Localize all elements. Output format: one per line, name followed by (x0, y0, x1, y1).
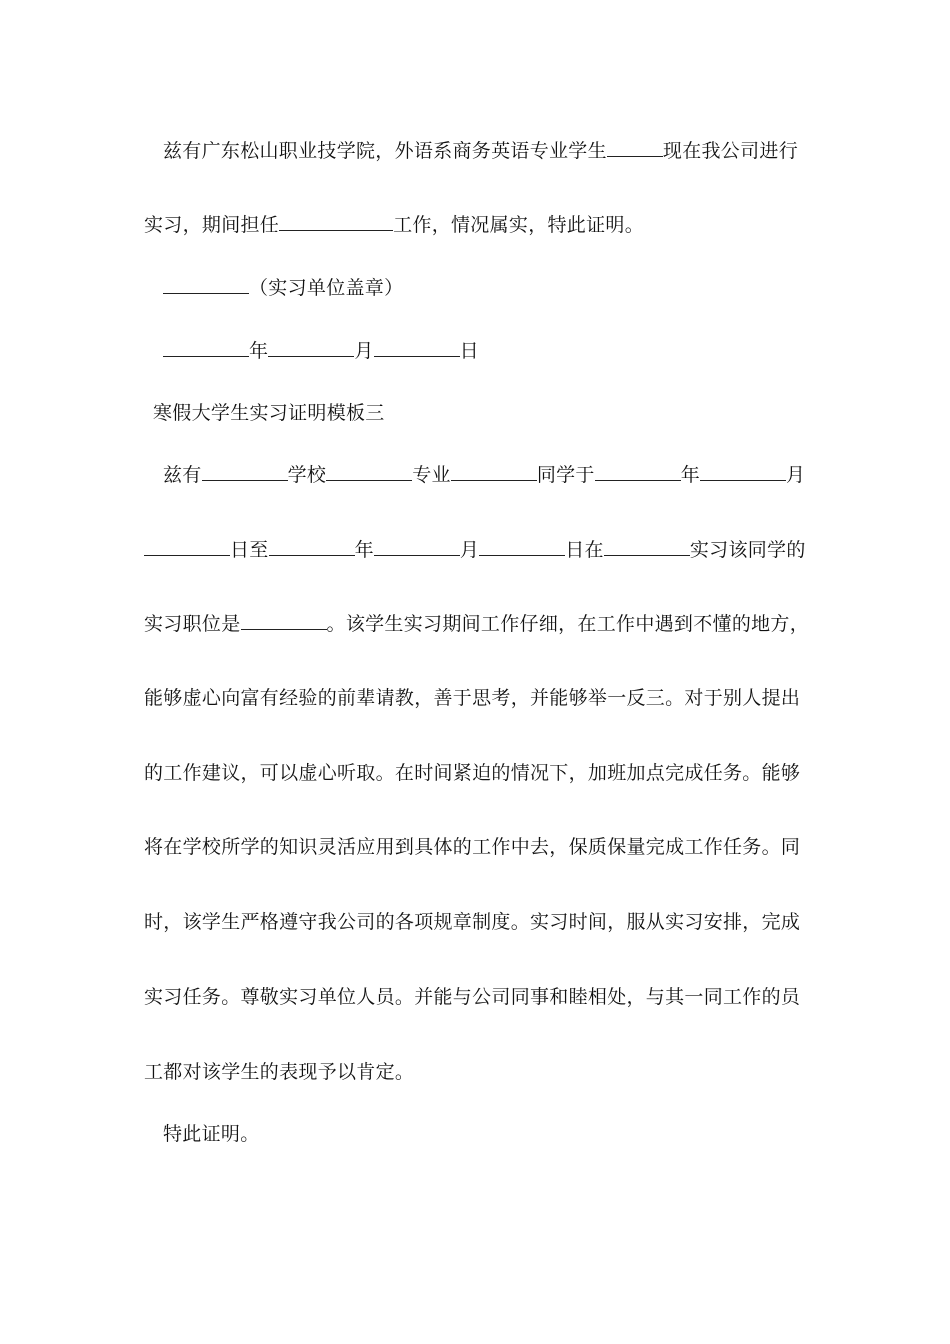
text: 月 (786, 464, 806, 486)
stamp-label: （实习单位盖章） (249, 277, 404, 299)
stamp-line (163, 275, 403, 300)
year-label: 年 (249, 340, 269, 362)
month-label: 月 (354, 340, 374, 362)
closing-statement: 特此证明。 (163, 1123, 260, 1145)
paragraph1-line2 (144, 212, 644, 237)
paragraph2-line9: 工都对该学生的表现予以肯定。 (144, 1061, 415, 1083)
paragraph2-line8: 实习任务。尊敬实习单位人员。并能与公司同事和睦相处，与其一同工作的员 (144, 986, 801, 1008)
text: 现在我公司进行 (662, 140, 799, 162)
company-blank[interactable] (604, 537, 690, 556)
school-blank[interactable] (202, 462, 288, 481)
paragraph2-line4: 能够虚心向富有经验的前辈请教，善于思考，并能够举一反三。对于别人提出 (144, 687, 801, 709)
position-blank[interactable] (279, 212, 393, 231)
day-label: 日 (459, 340, 479, 362)
text: 。该学生实习期间工作仔细，在工作中遇到不懂的地方， (326, 613, 810, 635)
end-year-blank[interactable] (269, 537, 355, 556)
unit-name-blank[interactable] (163, 275, 249, 294)
paragraph2-line3 (144, 611, 809, 636)
text: 日至 (230, 539, 269, 561)
text: 兹有 (163, 464, 202, 486)
paragraph2-line5: 的工作建议，可以虚心听取。在时间紧迫的情况下，加班加点完成任务。能够 (144, 762, 801, 784)
text: 工作，情况属实，特此证明。 (393, 214, 645, 236)
text: 年 (680, 464, 701, 486)
text: 实习，期间担任 (144, 214, 280, 236)
start-month-blank[interactable] (700, 462, 786, 481)
text: 实习该同学的 (689, 539, 806, 561)
month-blank[interactable] (268, 338, 354, 357)
start-year-blank[interactable] (595, 462, 681, 481)
text: 专业 (412, 464, 451, 486)
text: 年 (354, 539, 374, 561)
paragraph2-line1 (163, 462, 805, 487)
year-blank[interactable] (163, 338, 249, 357)
text: 月 (459, 539, 480, 561)
student-name-blank[interactable] (607, 138, 663, 157)
student-blank[interactable] (451, 462, 537, 481)
major-blank[interactable] (326, 462, 412, 481)
template-heading: 寒假大学生实习证明模板三 (153, 402, 385, 424)
end-month-blank[interactable] (374, 537, 460, 556)
text: 兹有广东松山职业技学院，外语系商务英语专业学生 (163, 140, 607, 162)
date-line (163, 338, 479, 363)
paragraph2-line2 (144, 537, 806, 562)
day-blank[interactable] (374, 338, 460, 357)
end-day-blank[interactable] (479, 537, 565, 556)
paragraph2-line6: 将在学校所学的知识灵活应用到具体的工作中去，保质保量完成工作任务。同 (144, 836, 801, 858)
paragraph1-line1 (163, 138, 798, 163)
job-position-blank[interactable] (241, 611, 327, 630)
text: 日在 (565, 539, 604, 561)
start-day-blank[interactable] (144, 537, 230, 556)
paragraph2-line7: 时，该学生严格遵守我公司的各项规章制度。实习时间，服从实习安排，完成 (144, 911, 801, 933)
text: 同学于 (536, 464, 595, 486)
text: 学校 (287, 464, 327, 486)
text: 实习职位是 (144, 613, 241, 635)
